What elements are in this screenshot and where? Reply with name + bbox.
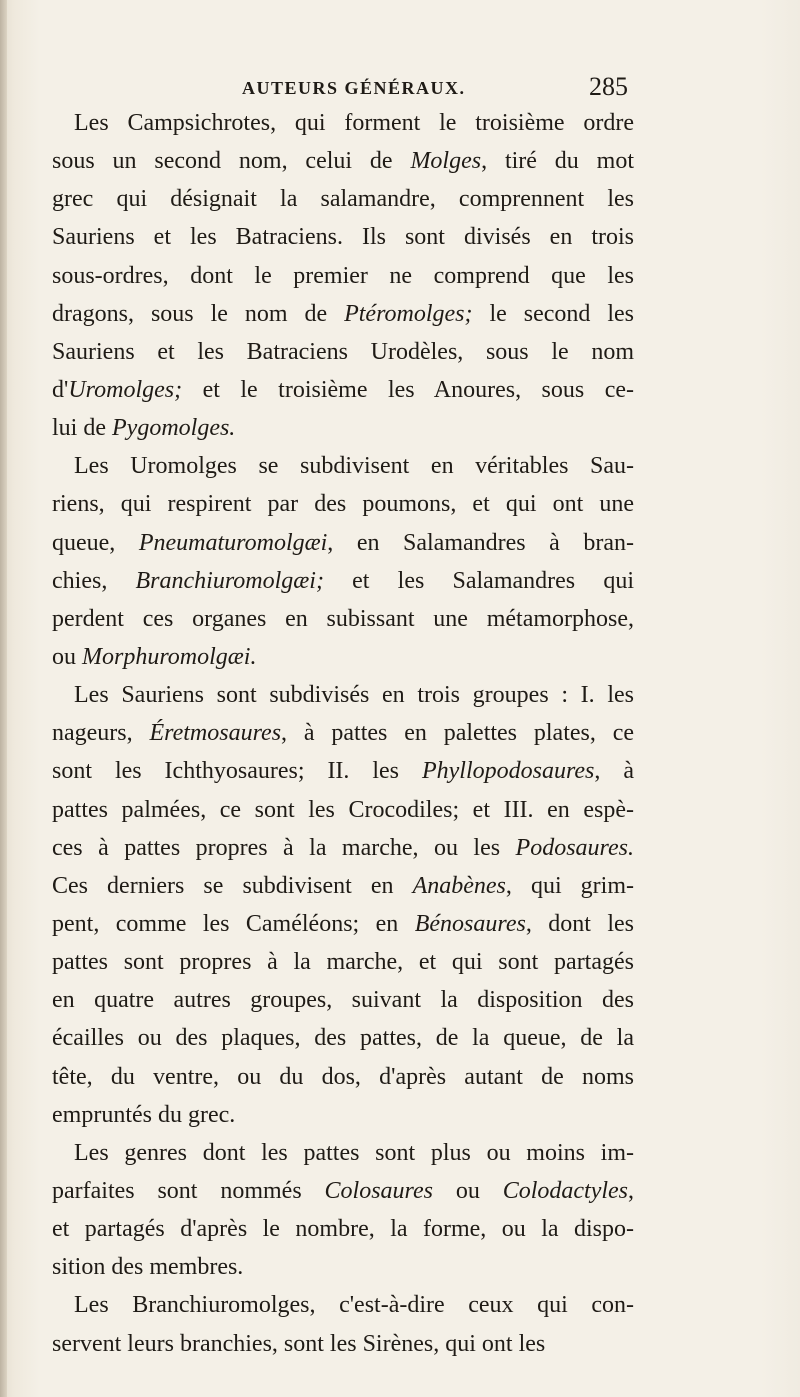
text-run: , qui grim- <box>505 872 634 899</box>
paragraph <box>52 1286 634 1362</box>
text-run: Les genres dont les pattes sont plus ou moins im- <box>74 1139 634 1166</box>
text-run: riens, qui respirent par des poumons, et qui ont une <box>52 491 634 518</box>
text-run: perdent ces organes en subissant une métamorphose, <box>52 605 634 632</box>
text-run: Les Branchiuromolges, c'est-à-dire ceux qui con- <box>74 1292 634 1319</box>
text-run: sition des membres. <box>52 1254 244 1281</box>
running-title: AUTEURS GÉNÉRAUX. <box>242 78 466 98</box>
italic-term: Phyllopodosaures <box>421 758 595 785</box>
italic-term: Pneumaturomolgæi <box>138 529 328 556</box>
text-line <box>52 447 634 485</box>
text-run: tête, du ventre, ou du dos, d'après autant de noms <box>52 1063 634 1090</box>
text-run: lui de <box>52 415 112 442</box>
italic-term: Pygomolges. <box>112 415 236 442</box>
text-run: et le troisième les Anoures, sous ce- <box>182 376 634 403</box>
text-run: , à <box>594 758 634 785</box>
text-run: nageurs, <box>52 720 150 747</box>
text-line <box>52 752 634 790</box>
text-line <box>52 1286 634 1324</box>
text-run: Sauriens et les Batraciens Urodèles, sous le nom <box>52 338 634 365</box>
text-line <box>52 1248 634 1286</box>
text-run: , en Salamandres à bran- <box>327 529 634 556</box>
text-run: Sauriens et les Batraciens. Ils sont divisés en trois <box>52 224 634 251</box>
text-line <box>52 1058 634 1096</box>
text-line <box>52 257 634 295</box>
text-line <box>52 1019 634 1057</box>
text-run: et partagés d'après le nombre, la forme, ou la dispo- <box>52 1216 634 1243</box>
text-run: ou <box>432 1177 503 1204</box>
text-line <box>52 943 634 981</box>
text-run: Ces derniers se subdivisent en <box>52 872 413 899</box>
text-line <box>52 981 634 1019</box>
text-run: pattes palmées, ce sont les Crocodiles; et III. en espè- <box>52 796 634 823</box>
paragraph <box>52 1134 634 1287</box>
text-line <box>52 638 634 676</box>
text-line <box>52 791 634 829</box>
text-line <box>52 1096 634 1134</box>
italic-term: Bénosaures <box>414 910 526 937</box>
italic-term: Ptéromolges; <box>344 300 473 327</box>
italic-term: Podosaures. <box>515 834 634 861</box>
text-line <box>52 905 634 943</box>
paragraph <box>52 104 634 447</box>
text-line <box>52 218 634 256</box>
text-run: , tiré du mot <box>481 148 634 175</box>
text-run: , dont les <box>525 910 634 937</box>
text-run: sous-ordres, dont le premier ne comprend que les <box>52 262 634 289</box>
text-run: pent, comme les Caméléons; en <box>52 910 415 937</box>
text-line <box>52 1134 634 1172</box>
text-run: en quatre autres groupes, suivant la disposition des <box>52 987 634 1014</box>
running-head <box>52 72 632 108</box>
text-run: chies, <box>52 567 136 594</box>
text-line <box>52 1325 634 1363</box>
body-text <box>52 104 634 1363</box>
italic-term: Colodactyles <box>502 1177 629 1204</box>
text-run: sous un second nom, celui de <box>52 148 411 175</box>
text-run: Les Sauriens sont subdivisés en trois groupes : I. les <box>74 682 634 709</box>
text-run: sont les Ichthyosaures; II. les <box>52 758 422 785</box>
text-line <box>52 562 634 600</box>
text-run: pattes sont propres à la marche, et qui sont partagés <box>52 949 634 976</box>
italic-term: Morphuromolgæi. <box>82 643 257 670</box>
italic-term: Branchiuromolgæi; <box>135 567 324 594</box>
text-line <box>52 1210 634 1248</box>
text-run: dragons, sous le nom de <box>52 300 345 327</box>
text-run: empruntés du grec. <box>52 1101 236 1128</box>
italic-term: Molges <box>410 148 482 175</box>
page-binding-edge <box>0 0 7 1397</box>
text-line <box>52 676 634 714</box>
text-run: d' <box>52 376 69 403</box>
text-line <box>52 524 634 562</box>
text-run: écailles ou des plaques, des pattes, de la queue, de la <box>52 1025 634 1052</box>
text-run: ces à pattes propres à la marche, ou les <box>52 834 516 861</box>
italic-term: Uromolges; <box>68 376 183 403</box>
text-line <box>52 485 634 523</box>
text-line <box>52 829 634 867</box>
text-line <box>52 867 634 905</box>
text-run: le second les <box>472 300 635 327</box>
text-run: Les Uromolges se subdivisent en véritables Sau- <box>74 453 634 480</box>
text-line <box>52 333 634 371</box>
italic-term: Anabènes <box>412 872 506 899</box>
text-line <box>52 371 634 409</box>
text-run: grec qui désignait la salamandre, comprennent les <box>52 186 634 213</box>
text-run: ou <box>52 643 82 670</box>
italic-term: Éretmosaures <box>149 720 282 747</box>
text-line <box>52 142 634 180</box>
text-line <box>52 295 634 333</box>
text-line <box>52 180 634 218</box>
text-run: , <box>628 1177 635 1204</box>
text-run: et les Salamandres qui <box>323 567 635 594</box>
text-run: , à pattes en palettes plates, ce <box>281 720 635 747</box>
text-run: servent leurs branchies, sont les Sirènes, qui ont les <box>52 1330 546 1357</box>
italic-term: Colosaures <box>324 1177 433 1204</box>
text-line <box>52 600 634 638</box>
page-number: 285 <box>589 72 628 101</box>
text-run: queue, <box>52 529 139 556</box>
text-line <box>52 104 634 142</box>
text-line <box>52 409 634 447</box>
text-line <box>52 714 634 752</box>
text-run: Les Campsichrotes, qui forment le troisième ordre <box>74 110 634 136</box>
text-run: parfaites sont nommés <box>52 1177 325 1204</box>
paragraph <box>52 676 634 1134</box>
paragraph <box>52 447 634 676</box>
text-line <box>52 1172 634 1210</box>
